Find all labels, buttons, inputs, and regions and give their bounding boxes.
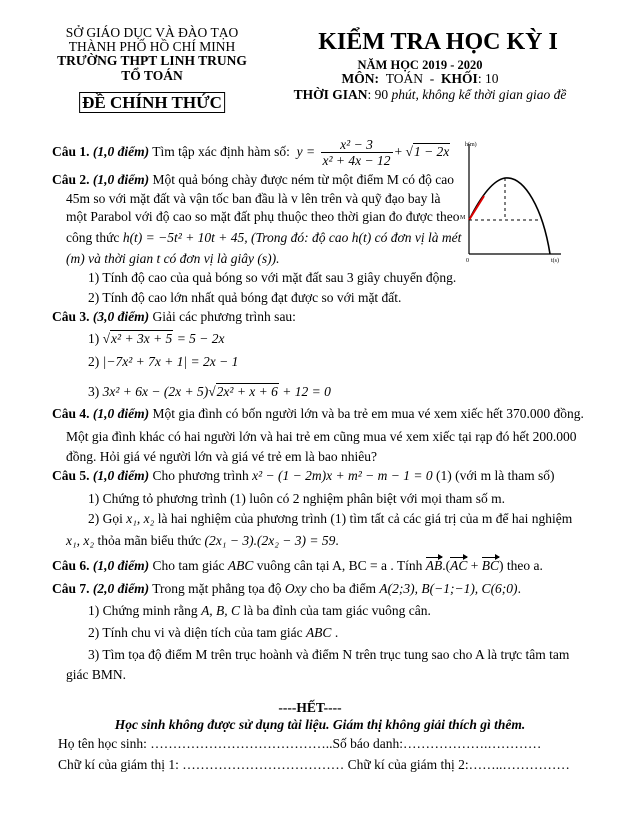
q5-sub-1: 1) Chứng tỏ phương trình (1) luôn có 2 nghiệm phân biệt với mọi tham số m.	[88, 491, 505, 506]
group-name: TỔ TOÁN	[121, 68, 183, 83]
vector-bc: BC	[481, 558, 500, 573]
proctor-signature-field: Chữ kí của giám thị 1: ……………………………… Chữ kí của giám thị 2:……..……………	[58, 757, 570, 772]
q5-roots: x₁, x₂	[126, 511, 155, 526]
q1-fraction	[321, 137, 393, 168]
q2-line: , (Trong đó: độ cao h(t) có đơn vị là mét	[244, 230, 462, 245]
subject-label: MÔN:	[341, 71, 380, 86]
q7-text: 1) Chứng minh rằng	[88, 603, 202, 618]
q5-label: Câu 5.	[52, 468, 90, 483]
period: .	[335, 533, 339, 548]
q3-e3a: 3x² + 6x − (2x + 5)	[102, 384, 209, 399]
q1-plus: +	[394, 144, 406, 159]
vector-ab: AB	[425, 558, 443, 573]
q5-sub-2-cont	[66, 533, 339, 549]
q4-line: Một gia đình có bốn người lớn và ba trẻ em mua vé xem xiếc hết 370.000 đồng.	[152, 406, 584, 421]
q6-label: Câu 6.	[52, 558, 90, 573]
q1-text: Tìm tập xác định hàm số:	[152, 144, 290, 159]
department-line-2: THÀNH PHỐ HỒ CHÍ MINH	[68, 39, 236, 54]
q2-line: công thức	[66, 230, 123, 245]
item-number: 1)	[88, 331, 103, 346]
q7-points: (2,0 điểm)	[92, 581, 150, 596]
q7-label: Câu 7.	[52, 581, 90, 596]
q5-condition: (2x₁ − 3).(2x₂ − 3) = 59	[204, 533, 336, 548]
point-m-label: M	[460, 215, 466, 221]
item-number: 3)	[88, 384, 103, 399]
item-number: 2)	[88, 354, 103, 369]
end-marker: ----HẾT----	[278, 700, 342, 715]
q4-label: Câu 4.	[52, 406, 90, 421]
q5-points: (1,0 điểm)	[92, 468, 150, 483]
q3-eq-2	[88, 354, 238, 370]
q2-formula-line	[66, 230, 461, 246]
q6-points: (1,0 điểm)	[92, 558, 150, 573]
grade: : 10	[477, 71, 499, 86]
official-label: ĐỀ CHÍNH THỨC	[79, 92, 225, 113]
q2-label: Câu 2.	[52, 172, 90, 187]
q7-text: cho ba điểm	[306, 581, 380, 596]
school-name: TRƯỜNG THPT LINH TRUNG	[57, 53, 247, 68]
q7-sub-3: 3) Tìm tọa độ điểm M trên trục hoành và điểm N trên trục tung sao cho A là trực tâm tam	[88, 647, 570, 662]
q1-sqrt: 1 − 2x	[413, 144, 450, 159]
footer-note: Học sinh không được sử dụng tài liệu. Giám thị không giải thích gì thêm.	[114, 717, 526, 732]
q3-e3-sqrt: 2x² + x + 6	[216, 384, 278, 399]
q3-points: (3,0 điểm)	[92, 309, 150, 324]
q5-text: 2) Gọi	[88, 511, 127, 526]
q3-eq-3: 3) 3x² + 6x − (2x + 5)√2x² + x + 6 + 12 = 0	[88, 384, 331, 399]
vector-ac: AC	[450, 558, 468, 573]
q5-sub-2	[88, 511, 572, 527]
grade-label: KHỐI	[441, 71, 478, 86]
q3-e3b: + 12 = 0	[278, 384, 331, 399]
q2-sub-2: 2) Tính độ cao lớn nhất quả bóng đạt được so với mặt đất.	[88, 290, 402, 305]
exam-title: KIỂM TRA HỌC KỲ I	[318, 29, 558, 55]
q5-text: thỏa mãn biểu thức	[94, 533, 205, 548]
q1-lhs: y =	[296, 144, 316, 159]
origin-label: 0	[466, 258, 469, 264]
q6-text: vuông cân tại A, BC = a . Tính	[253, 558, 426, 573]
question-4	[52, 406, 584, 422]
question-6: Câu 6. (1,0 điểm) Cho tam giác ABC vuông cân tại A, BC = a . Tính AB.(AC + BC) theo a.	[52, 558, 543, 573]
q2-line: 45m so với mặt đất và vận tốc ban đầu là v lên trên và quỹ đạo bay là	[66, 191, 441, 206]
q5-text: là hai nghiệm của phương trình (1) tìm tất cả các giá trị của m để hai nghiệm	[154, 511, 573, 526]
q5-text: Cho phương trình	[152, 468, 253, 483]
q2-sub-1: 1) Tính độ cao của quả bóng so với mặt đất sau 3 giây chuyển động.	[88, 270, 457, 285]
q2-line: Một quả bóng chày được ném từ một điểm M có độ cao	[152, 172, 454, 187]
q6-triangle: ABC	[227, 558, 254, 573]
q6-text: theo a.	[503, 558, 543, 573]
q7-sub-2	[88, 625, 338, 641]
q7-abc: A, B, C	[201, 603, 241, 618]
q3-e2: |−7x² + 7x + 1| = 2x − 1	[102, 354, 239, 369]
official-badge	[79, 93, 225, 113]
y-axis-label: h(m)	[465, 142, 477, 148]
time-note: phút, không kể thời gian giao đề	[391, 87, 567, 102]
q3-e1-sqrt: x² + 3x + 5	[111, 331, 173, 346]
question-3	[52, 309, 296, 325]
velocity-arrow	[469, 196, 484, 220]
q2-formula: h(t) = −5t² + 10t + 45	[122, 230, 245, 245]
q4-line: Một gia đình khác có hai người lớn và hai trẻ em cũng mua vé xem xiếc tại rạp đó hết 200.000	[66, 429, 577, 444]
q3-eq-1: 1) √x² + 3x + 5 = 5 − 2x	[88, 331, 225, 346]
q7-abc: ABC	[305, 625, 332, 640]
q6-text: Cho tam giác	[152, 558, 228, 573]
q7-text: là ba đỉnh của tam giác vuông cân.	[240, 603, 431, 618]
q3-label: Câu 3.	[52, 309, 90, 324]
parabola	[469, 178, 550, 254]
q7-sub-1	[88, 603, 431, 619]
q7-points-coords: A(2;3), B(−1;−1), C(6;0)	[379, 581, 518, 596]
q5-eq-number: (1)	[432, 468, 452, 483]
q2-line: (m) và thời gian t có đơn vị là giây (s)).	[66, 251, 280, 266]
q7-text: .	[331, 625, 339, 640]
q5-equation: x² − (1 − 2m)x + m² − m − 1 = 0	[252, 468, 433, 483]
q3-e1-rhs: = 5 − 2x	[173, 331, 225, 346]
trajectory-graph	[455, 138, 565, 264]
subject: TOÁN	[385, 71, 424, 86]
time-line	[294, 87, 567, 103]
period: .	[517, 581, 521, 596]
question-1: Câu 1. (1,0 điểm) Tìm tập xác định hàm số: y = $\frac{\text{x² − 3}}{\text{x² + 4x − 12}}$ + √1 − 2x	[52, 137, 450, 169]
school-year: NĂM HỌC 2019 - 2020	[357, 58, 483, 72]
x-axis-label: t(s)	[551, 258, 559, 264]
department-line-1: SỞ GIÁO DỤC VÀ ĐÀO TẠO	[65, 25, 239, 40]
q1-points: (1,0 điểm)	[92, 144, 150, 159]
q7-text: 2) Tính chu vi và diện tích của tam giác	[88, 625, 306, 640]
q7-oxy: Oxy	[284, 581, 307, 596]
time-value: : 90	[367, 87, 392, 102]
question-5	[52, 468, 554, 484]
q5-note: (với m là tham số)	[451, 468, 555, 483]
q7-text: Trong mặt phẳng tọa độ	[152, 581, 285, 596]
q2-line: một Parabol với độ cao so mặt đất phụ thuộc theo thời gian đo được theo	[66, 209, 460, 224]
q1-label: Câu 1.	[52, 144, 90, 159]
question-7	[52, 581, 521, 597]
q1-denominator: x² + 4x − 12	[322, 153, 391, 169]
q2-points: (1,0 điểm)	[92, 172, 150, 187]
q4-line: đồng. Hỏi giá vé người lớn và giá vé trẻ em là bao nhiêu?	[66, 449, 378, 464]
q5-roots: x₁, x₂	[66, 533, 95, 548]
subject-line: MÔN: TOÁN - KHỐI: 10	[341, 71, 499, 86]
time-label: THỜI GIAN	[293, 87, 368, 102]
q1-numerator: x² − 3	[321, 137, 393, 153]
q4-points: (1,0 điểm)	[92, 406, 150, 421]
question-2	[52, 172, 454, 188]
student-name-field: Họ tên học sinh: …………………………………..Số báo danh:……………….…………	[58, 736, 542, 751]
q7-sub-3-cont: giác BMN.	[66, 667, 126, 682]
q3-text: Giải các phương trình sau:	[152, 309, 296, 324]
